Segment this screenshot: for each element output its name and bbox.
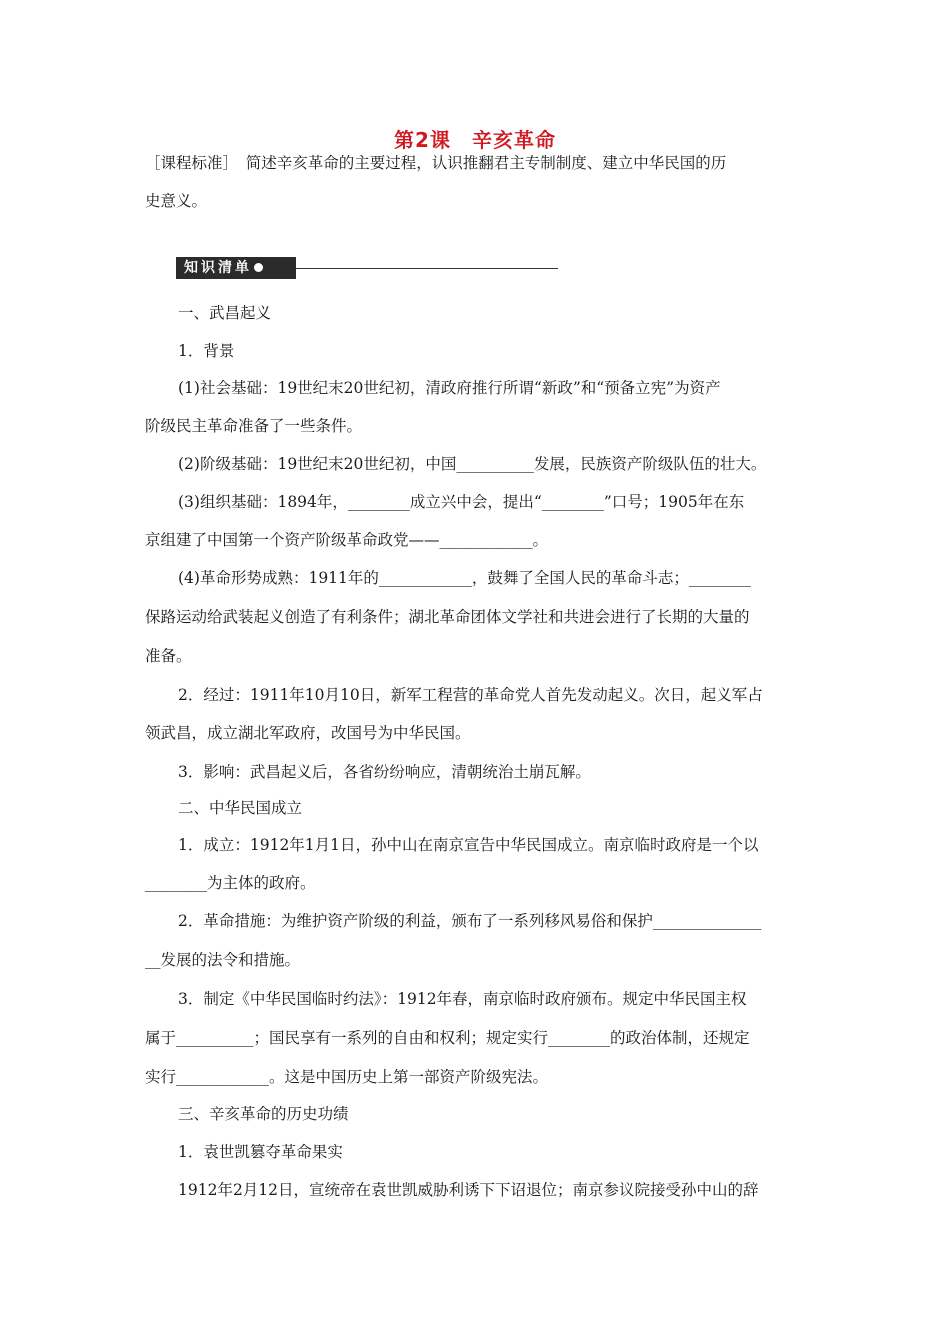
text-line: __发展的法令和措施。: [145, 951, 301, 969]
text-line: 属于__________；国民享有一系列的自由和权利；规定实行________的政治体制，还规定: [145, 1029, 750, 1047]
text-line: 1．袁世凯篡夺革命果实: [178, 1143, 343, 1161]
text-line: 3．制定《中华民国临时约法》：1912年春，南京临时政府颁布。规定中华民国主权: [178, 990, 747, 1008]
bullet-dot-icon: [254, 263, 263, 272]
section-tag: [176, 257, 296, 279]
section-tag-label: 知识清单: [184, 260, 252, 276]
text-line: (3)组织基础：1894年，________成立兴中会，提出“________”口号；1905年在东: [178, 493, 745, 511]
text-line: 领武昌，成立湖北军政府，改国号为中华民国。: [145, 724, 471, 742]
section-divider: [296, 268, 558, 269]
text-line: 准备。: [145, 647, 192, 665]
text-line: 实行____________。这是中国历史上第一部资产阶级宪法。: [145, 1068, 549, 1086]
text-line: 1912年2月12日，宣统帝在袁世凯威胁利诱下下诏退位；南京参议院接受孙中山的辞: [178, 1181, 759, 1199]
text-line: 1．背景: [178, 342, 235, 360]
text-line: 阶级民主革命准备了一些条件。: [145, 417, 363, 435]
text-line: 2．革命措施：为维护资产阶级的利益，颁布了一系列移风易俗和保护______________: [178, 912, 762, 930]
text-line: (4)革命形势成熟：1911年的____________，鼓舞了全国人民的革命斗志；________: [178, 569, 751, 587]
section-heading: 三、辛亥革命的历史功绩: [178, 1105, 349, 1123]
text-line: 1．成立：1912年1月1日，孙中山在南京宣告中华民国成立。南京临时政府是一个以: [178, 836, 759, 854]
section-heading: 二、中华民国成立: [178, 799, 303, 817]
text-line: ________为主体的政府。: [145, 874, 316, 892]
text-line: 保路运动给武装起义创造了有利条件；湖北革命团体文学社和共进会进行了长期的大量的: [145, 608, 750, 626]
section-heading: 一、武昌起义: [178, 304, 272, 322]
text-line: (2)阶级基础：19世纪末20世纪初，中国__________发展，民族资产阶级队伍的壮大。: [178, 455, 767, 473]
text-line: 京组建了中国第一个资产阶级革命政党——____________。: [145, 531, 549, 549]
text-line: (1)社会基础：19世纪末20世纪初，清政府推行所谓“新政”和“预备立宪”为资产: [178, 379, 721, 397]
text-line: 史意义。: [145, 192, 208, 210]
text-line: 2．经过：1911年10月10日，新军工程营的革命党人首先发动起义。次日，起义军占: [178, 686, 763, 704]
text-line: ［课程标准］ 简述辛亥革命的主要过程，认识推翻君主专制制度、建立中华民国的历: [145, 154, 727, 172]
lesson-title: 第2课 辛亥革命: [394, 128, 556, 152]
text-line: 3．影响：武昌起义后，各省纷纷响应，清朝统治土崩瓦解。: [178, 763, 591, 781]
